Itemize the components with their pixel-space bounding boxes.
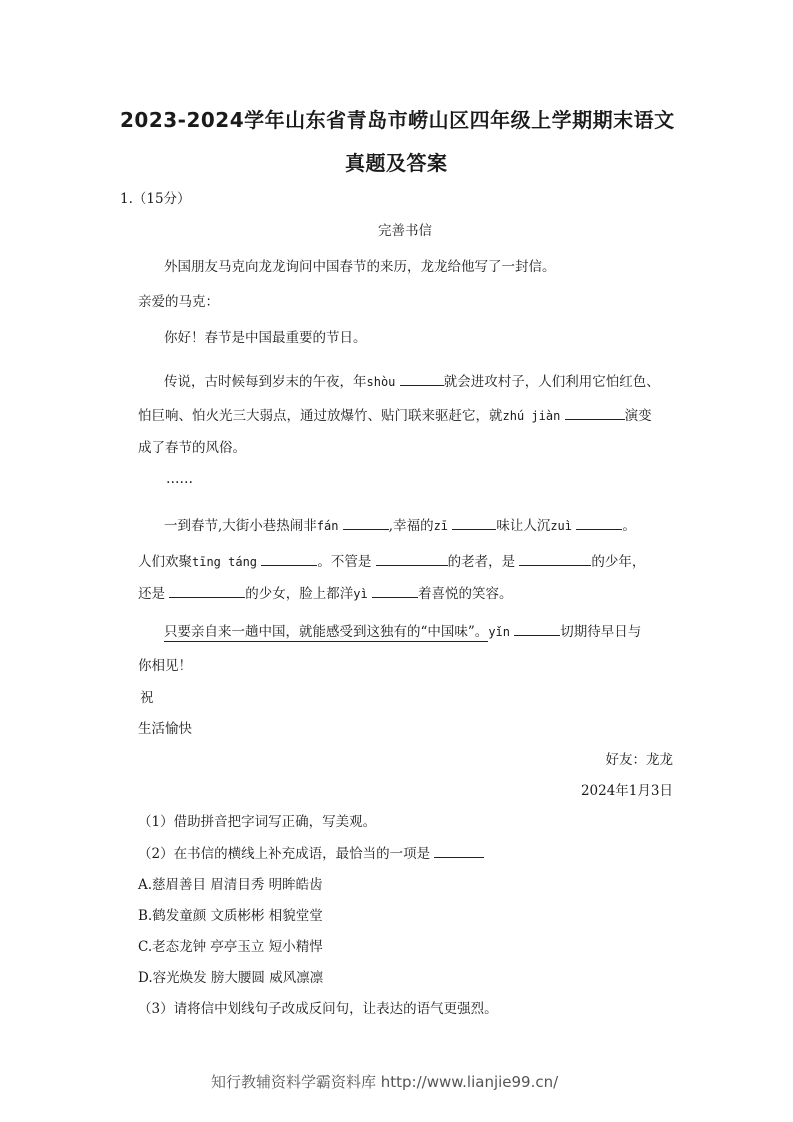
option-b: B.鹤发童颜 文质彬彬 相貌堂堂 <box>138 908 323 924</box>
blank-tingtang[interactable] <box>261 553 317 566</box>
letter-p3-line1: 人们欢聚tīng táng 。不管是 的老者，是 的少年， <box>138 554 646 570</box>
letter-date: 2024年1月3日 <box>580 783 673 799</box>
pinyin-yin: yǐn <box>488 625 510 639</box>
letter-salutation: 亲爱的马克： <box>138 294 219 310</box>
letter-signature: 好友：龙龙 <box>605 752 673 768</box>
letter-greeting: 你好！春节是中国最重要的节日。 <box>164 330 367 346</box>
blank-yin[interactable] <box>514 623 560 636</box>
blank-idiom-3[interactable] <box>169 585 245 598</box>
subquestion-2: （2）在书信的横线上补充成语，最恰当的一项是 <box>138 842 484 862</box>
subquestion-1: （1）借助拼音把字词写正确，写美观。 <box>138 814 377 830</box>
pinyin-fan: fán <box>316 519 339 533</box>
option-a: A.慈眉善目 眉清目秀 明眸皓齿 <box>138 877 323 893</box>
blank-shou[interactable] <box>400 373 444 386</box>
pinyin-shou: shòu <box>366 375 396 389</box>
pinyin-zhujian: zhú jiàn <box>502 409 561 423</box>
blank-answer-q2[interactable] <box>434 845 484 858</box>
page-title-line2: 真题及答案 <box>345 151 448 175</box>
subquestion-3: （3）请将信中划线句子改成反问句，让表达的语气更强烈。 <box>138 1001 498 1017</box>
blank-idiom-1[interactable] <box>376 553 448 566</box>
footer-watermark: 知行教辅资料学霸资料库 http://www.lianjie99.cn/ <box>211 1073 559 1091</box>
pinyin-zui: zuì <box>550 519 573 533</box>
blank-zhujian[interactable] <box>565 407 625 420</box>
letter-p4-line1: 还是 的少女，脸上都洋yì 着喜悦的笑容。 <box>138 586 513 602</box>
letter-closing-1: 祝 <box>140 690 154 706</box>
letter-ellipsis: …… <box>166 471 193 487</box>
letter-heading: 完善书信 <box>378 223 432 239</box>
blank-fan[interactable] <box>343 517 389 530</box>
letter-p1-line3: 成了春节的风俗。 <box>138 440 246 456</box>
option-c: C.老态龙钟 亭亭玉立 短小精悍 <box>138 939 323 955</box>
pinyin-tingtang: tīng táng <box>192 555 258 569</box>
blank-zui[interactable] <box>576 517 622 530</box>
pinyin-yi: yì <box>353 587 368 601</box>
page-title-line1: 2023-2024学年山东省青岛市崂山区四年级上学期期末语文 <box>120 108 675 132</box>
option-d: D.容光焕发 膀大腰圆 威风凛凛 <box>138 970 324 986</box>
letter-p5-line1: 只要亲自来一趟中国，就能感受到这独有的“中国味”。yǐn 切期待早日与 <box>164 624 642 640</box>
blank-zi[interactable] <box>452 517 496 530</box>
letter-p5-line2: 你相见！ <box>138 658 192 674</box>
letter-p2-line1: 一到春节,大街小巷热闹非fán ,幸福的zī 味让人沉zuì 。 <box>164 518 636 534</box>
pinyin-zi: zī <box>433 519 449 533</box>
letter-p1-line2: 怕巨响、怕火光三大弱点，通过放爆竹、贴门联来驱赶它，就zhú jiàn 演变 <box>138 408 652 424</box>
letter-closing-2: 生活愉快 <box>138 721 192 737</box>
blank-yi[interactable] <box>372 585 418 598</box>
underlined-sentence: 只要亲自来一趟中国，就能感受到这独有的“中国味”。 <box>164 624 489 640</box>
question-number: 1.（15分） <box>120 191 191 207</box>
letter-p1-line1: 传说，古时候每到岁末的午夜，年shòu 就会进攻村子，人们利用它怕红色、 <box>164 374 660 390</box>
letter-intro: 外国朋友马克向龙龙询问中国春节的来历，龙龙给他写了一封信。 <box>164 259 556 275</box>
blank-idiom-2[interactable] <box>519 553 591 566</box>
